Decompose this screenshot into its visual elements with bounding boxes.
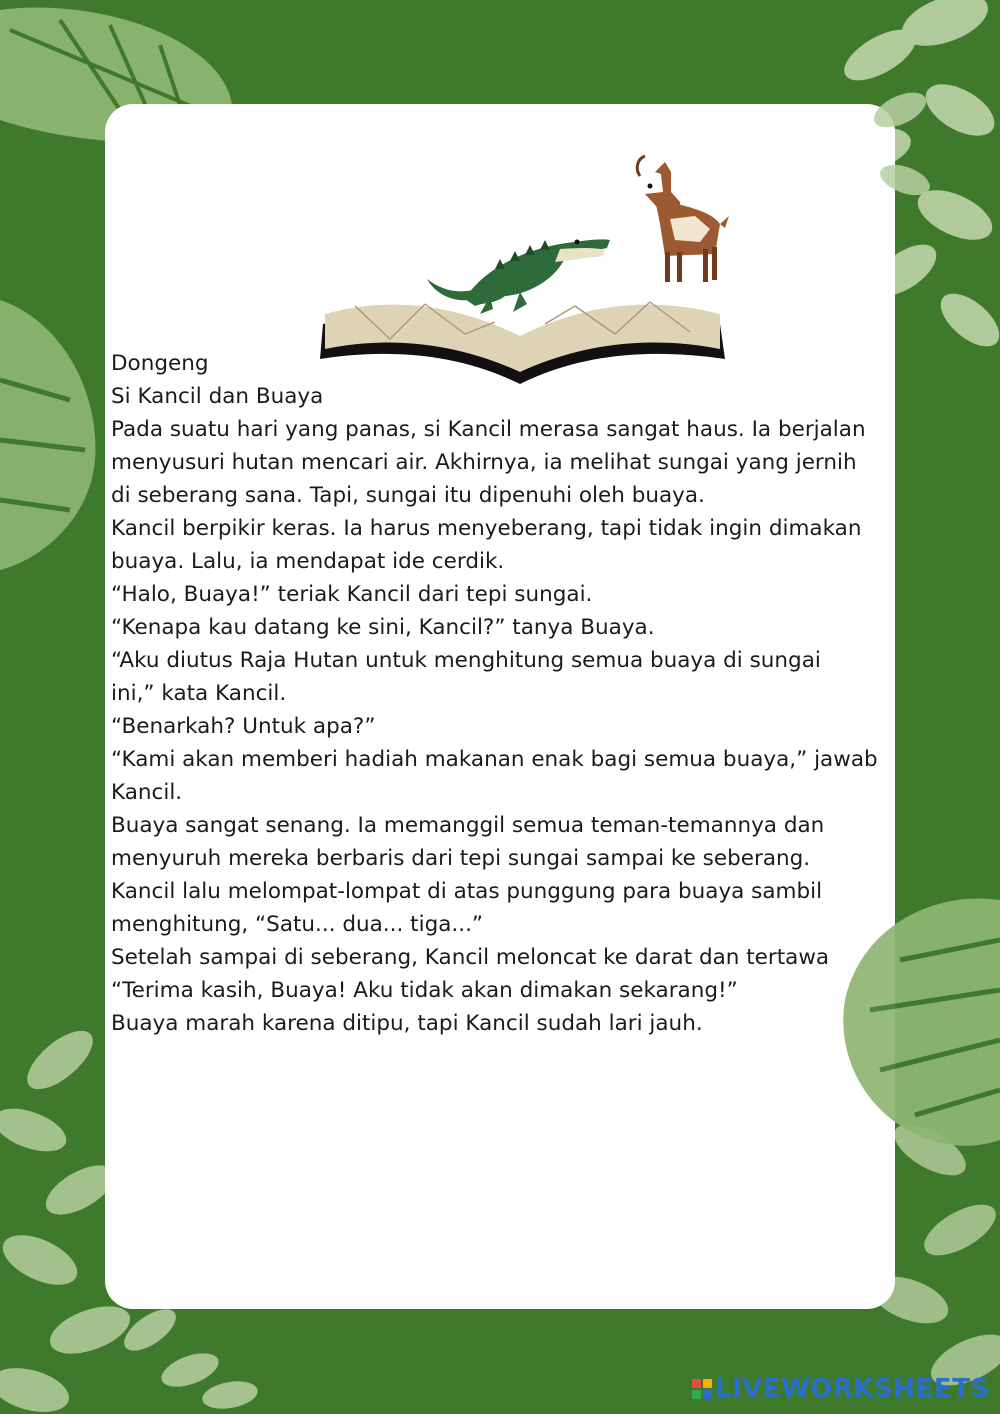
crocodile-icon	[427, 239, 610, 314]
story-line: “Terima kasih, Buaya! Aku tidak akan dimakan sekarang!”	[111, 978, 738, 1003]
story-title: Si Kancil dan Buaya	[111, 384, 324, 409]
story-line: “Kami akan memberi hadiah makanan enak bagi semua buaya,” jawab	[111, 747, 878, 772]
story-text	[111, 347, 895, 1040]
story-line: Pada suatu hari yang panas, si Kancil merasa sangat haus. Ia berjalan	[111, 417, 866, 442]
deer-icon	[637, 156, 729, 282]
story-line: ini,” kata Kancil.	[111, 681, 287, 706]
story-line: Buaya marah karena ditipu, tapi Kancil sudah lari jauh.	[111, 1011, 703, 1036]
story-genre: Dongeng	[111, 351, 209, 376]
story-line: “Benarkah? Untuk apa?”	[111, 714, 376, 739]
story-line: Buaya sangat senang. Ia memanggil semua teman-temannya dan	[111, 813, 825, 838]
liveworksheets-brand[interactable]	[692, 1374, 990, 1404]
liveworksheets-logo-icon	[692, 1379, 712, 1399]
story-line: Kancil berpikir keras. Ia harus menyeberang, tapi tidak ingin dimakan	[111, 516, 862, 541]
story-line: menyusuri hutan mencari air. Akhirnya, ia melihat sungai yang jernih	[111, 450, 857, 475]
story-line: menyuruh mereka berbaris dari tepi sungai sampai ke seberang.	[111, 846, 811, 871]
story-line: Setelah sampai di seberang, Kancil meloncat ke darat dan tertawa	[111, 945, 830, 970]
story-line: di seberang sana. Tapi, sungai itu dipenuhi oleh buaya.	[111, 483, 705, 508]
story-line: “Kenapa kau datang ke sini, Kancil?” tanya Buaya.	[111, 615, 655, 640]
story-line: “Aku diutus Raja Hutan untuk menghitung semua buaya di sungai	[111, 648, 821, 673]
story-line: Kancil.	[111, 780, 183, 805]
monstera-leaf-left-icon	[0, 300, 95, 570]
story-line: menghitung, “Satu... dua... tiga...”	[111, 912, 484, 937]
story-line: “Halo, Buaya!” teriak Kancil dari tepi sungai.	[111, 582, 593, 607]
brand-name: LIVEWORKSHEETS	[715, 1374, 990, 1404]
story-line: buaya. Lalu, ia mendapat ide cerdik.	[111, 549, 505, 574]
story-card	[105, 104, 895, 1309]
story-line: Kancil lalu melompat-lompat di atas punggung para buaya sambil	[111, 879, 823, 904]
